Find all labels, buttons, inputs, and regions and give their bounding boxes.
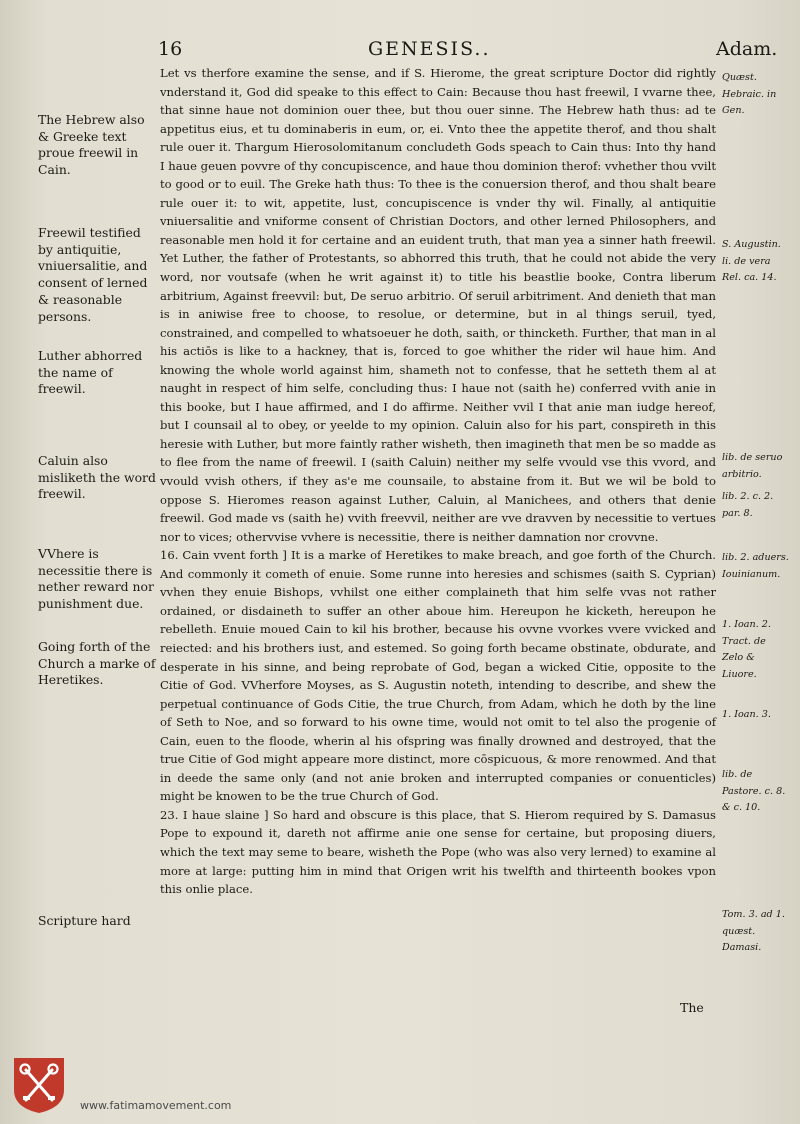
main-text-column (160, 64, 716, 899)
margin-note: The Hebrew also & Greeke text proue freewil in Cain. (38, 112, 145, 178)
margin-note: VVhere is necessitie there is nether reward nor punishment due. (38, 546, 154, 612)
paragraph: 16. Cain vvent forth ] It is a marke of Heretikes to make breach, and goe forth of the Church. And commonly it cometh of enuie. Some runne into heresies and schismes (saith S. Cyprian) vvhen they enuie Bishops, vvhilst one either complaineth that him selfe vvas not rather ordained, or disdaineth to suffer an other aboue him. Hereupon he kicketh, hereupon he rebelleth. Enuie moued Cain to kil his brother, because his ovvne vvorkes vvere vvicked and reiected: and his brothers iust, and estemed. So going forth became obstinate, obdurate, and desperate in his sinne, and being reprobate of God, began a wicked Citie, opposite to the Citie of God. VVherfore Moyses, as S. Augustin noteth, intending to describe, and shew the perpetual continuance of Gods Citie, the true Church, from Adam, which he doth by the line of Seth to Noe, and so forward to his owne time, would not omit to tel also the progenie of Cain, euen to the floode, wherin al his ofspring was finally drowned and destroyed, that the true Citie of God might appeare more distinct, more cōspicuous, & more renowmed. And that in deede the same only (and not anie broken and interrupted companies or conuenticles) might be knowen to be the true Church of God. (160, 548, 716, 804)
page-number: 16 (158, 38, 183, 60)
catchword: The (680, 1000, 704, 1015)
running-name: Adam. (716, 38, 778, 60)
citation-note: Tom. 3. ad 1. quæst. Damasi. (722, 909, 785, 954)
papal-keys-seal-icon (12, 1056, 66, 1114)
citation-note: lib. de Pastore. c. 8. & c. 10. (722, 769, 786, 814)
margin-note: Luther abhorred the name of freewil. (38, 348, 143, 397)
margin-note: Freewil testified by antiquitie, vniuersalitie, and consent of lerned & reasonable persons. (38, 225, 148, 324)
citation-note: lib. de seruo arbitrio. (722, 452, 783, 480)
footer-url: www.fatimamovement.com (80, 1099, 232, 1112)
paragraph: Let vs therfore examine the sense, and if S. Hierome, the great scripture Doctor did rightly vnderstand it, God did speake to this effect to Cain: Because thou hast freewil, I vvarne thee, that sinne haue not dominion ouer thee, but thou ouer sinne. The Hebrew hath thus: ad te appetitus eius, et tu dominaberis in eum, or, ei. Vnto thee the appetite therof, and thou shalt rule ouer it. Thargum Hierosolomitanum concludeth Gods speach to Cain thus: Into thy hand I haue geuen povvre of thy concupiscence, and haue thou dominion therof: vvhether thou vvilt to good or to euil. The Greke hath thus: To thee is the conuersion therof, and thou shalt beare rule ouer it: to wit, appetite, lust, concupiscence is vnder thy wil. Finally, al antiquitie vniuersalitie and vniforme consent of Christian Doctors, and other lerned Philosophers, and reasonable men hold it for certaine and an euident truth, that man yea a sinner hath freewil. Yet Luther, the father of Protestants, so abhorred this truth, that he could not abide the very word, nor voutsafe (when he writ against it) to title his beastlie booke, Contra liberum arbitrium, Against freevvil: but, De seruo arbitrio. Of seruil arbitriment. And denieth that man is in aniwise free to choose, to resolue, or determine, but in al things seruil, tyed, constrained, and compelled to whatsoeuer he doth, saith, or thincketh. Further, that man in al his actiōs is like to a hackney, that is, forced to goe whither the rider wil haue him. And knowing the whole world against him, shameth not to confesse, that he setteth them al at naught in respect of him selfe, concluding thus: I haue not (saith he) conferred vvith anie in this booke, but I haue affirmed, and I do affirme. Neither vvil I that anie man iudge hereof, but I counsail al to obey, or yeelde to my opinion. Caluin also for his part, conspireth in this heresie with Luther, but more faintly rather wisheth, then imagineth that men be so madde as to flee from the name of freewil. I (saith Caluin) neither my selfe vvould vse this vvord, and vvould vvish others, if they as'e me counsaile, to abstaine from it. But we wil be bold to oppose S. Hieromes reason against Luther, Caluin, al Manichees, and others that denie freewil. God made vs (saith he) vvith freevvil, neither are vve dravven by necessitie to vertues nor to vices; othervvise vvhere is necessitie, there is neither damnation nor crovvne. (160, 66, 716, 544)
margin-note: Going forth of the Church a marke of Heretikes. (38, 639, 156, 688)
margin-note: Caluin also misliketh the word freewil. (38, 453, 156, 502)
paragraph: 23. I haue slaine ] So hard and obscure is this place, that S. Hierom required by S. Damasus Pope to expound it, dareth not affirme anie one sense for certaine, but proposing diuers, which the text may seme to beare, wisheth the Pope (who was also very lerned) to examine al more at large: putting him in mind that Origen writ his twelfth and thirteenth bookes vpon this onlie place. (160, 807, 716, 897)
margin-note: Scripture hard (38, 913, 131, 928)
citation-note: Quæst. Hebraic. in Gen. (722, 72, 777, 117)
citation-note: lib. 2. aduers. Iouinianum. (722, 552, 789, 580)
running-title: GENESIS.. (368, 38, 491, 60)
citation-note: 1. Ioan. 3. (722, 709, 771, 720)
citation-note: lib. 2. c. 2. par. 8. (722, 491, 774, 519)
citation-note: 1. Ioan. 2. Tract. de Zelo & Liuore. (722, 619, 771, 681)
citation-note: S. Augustin. li. de vera Rel. ca. 14. (722, 239, 781, 284)
